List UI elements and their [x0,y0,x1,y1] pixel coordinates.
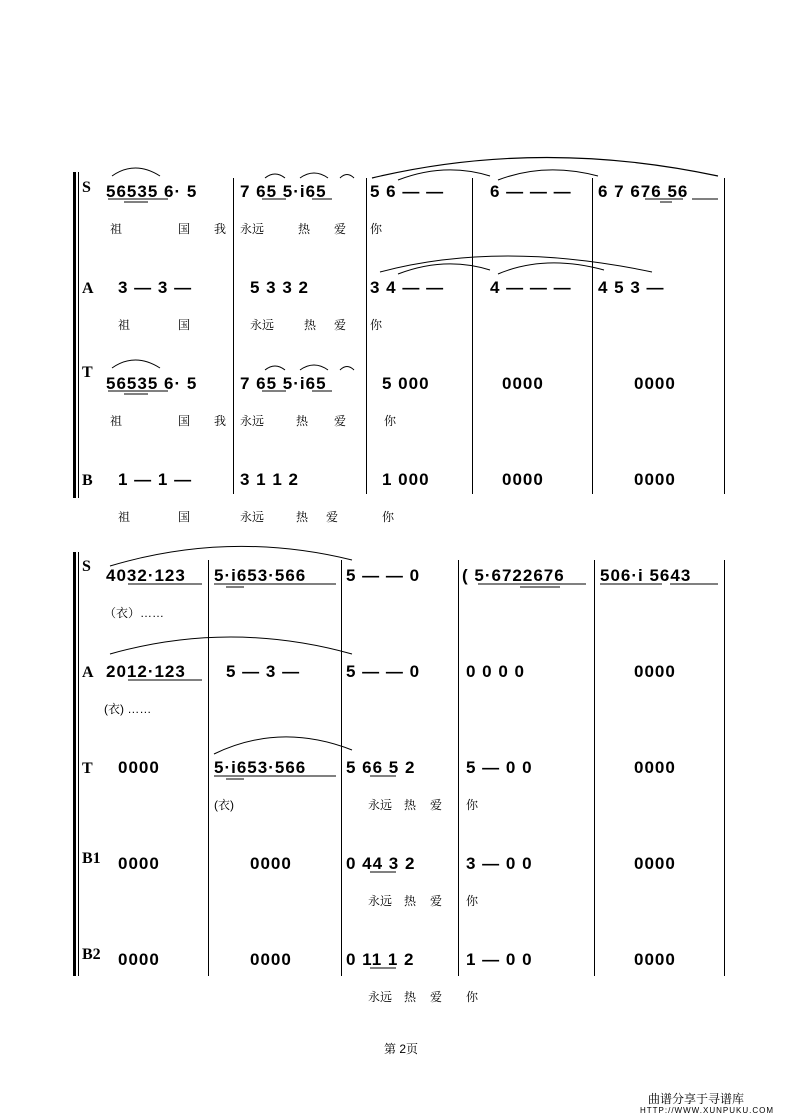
lyric: 热 [404,798,417,812]
measure: 3 4 — — [370,278,445,297]
measure: 56535 6· 5 [106,182,198,201]
measure: 3 — 3 — [118,278,193,297]
measure: 5 000 [382,374,430,393]
lyric: 热 [296,414,309,428]
measure: 0000 [250,854,292,873]
measure: 0 44 3 2 [346,854,416,873]
lyric: 永远 [368,894,393,908]
lyric: 热 [404,894,417,908]
lyric: 热 [298,222,311,236]
lyric: 你 [466,798,479,812]
measure: 5·i653·566 [214,566,307,585]
measure: 0000 [634,374,676,393]
page-number: 第 2页 [384,1042,419,1056]
measure: 0000 [118,758,160,777]
measure: 56535 6· 5 [106,374,198,393]
lyric: 祖 [118,318,131,332]
measure: 2012·123 [106,662,186,681]
measure: 4 — — — [490,278,572,297]
lyric: 你 [382,510,395,524]
part-label-t: T [82,364,93,381]
lyric: 你 [384,414,397,428]
measure: 7 65 5·i65 [240,182,327,201]
measure: 0000 [634,758,676,777]
lyric: 热 [304,318,317,332]
lyric: 我 [214,414,227,428]
part-label-b1: B1 [82,850,101,867]
part-label-b: B [82,472,93,489]
lyric: 爱 [430,990,443,1004]
lyric: 你 [370,222,383,236]
lyric: 祖 [110,222,123,236]
lyric: 爱 [334,222,347,236]
lyric: 永远 [240,414,265,428]
measure: 1 — 1 — [118,470,193,489]
part-label-a: A [82,280,94,297]
lyric: 永远 [240,510,265,524]
lyric: 永远 [368,990,393,1004]
lyric: 祖 [110,414,123,428]
measure: 5 66 5 2 [346,758,416,777]
measure: 5 — — 0 [346,566,421,585]
lyric: 国 [178,414,191,428]
lyric: 爱 [430,798,443,812]
measure: 506·i 5643 [600,566,692,585]
measure: 6 7 676 56 [598,182,689,201]
measure: 5 3 3 2 [250,278,309,297]
measure: 0000 [634,470,676,489]
measure: 3 — 0 0 [466,854,533,873]
measure: 0000 [634,950,676,969]
lyric: 国 [178,318,191,332]
measure: 1 — 0 0 [466,950,533,969]
lyric: 你 [466,894,479,908]
footer-site-url[interactable]: HTTP://WWW.XUNPUKU.COM [640,1106,774,1115]
measure: 0000 [250,950,292,969]
lyric: 我 [214,222,227,236]
lyric: 你 [370,318,383,332]
measure: 0000 [502,374,544,393]
measure: 6 — — — [490,182,572,201]
measure: 5 — 3 — [226,662,301,681]
measure: 3 1 1 2 [240,470,299,489]
lyric: 永远 [368,798,393,812]
part-label-s: S [82,179,91,196]
lyric: 国 [178,510,191,524]
lyric: 爱 [334,318,347,332]
measure: 0000 [634,854,676,873]
lyric: 热爱 [296,510,357,524]
measure: 4032·123 [106,566,186,585]
measure: 0000 [118,950,160,969]
measure: 0000 [502,470,544,489]
lyric: 祖 [118,510,131,524]
part-label-s: S [82,558,91,575]
part-label-t: T [82,760,93,777]
footer-site-name: 曲谱分享于寻谱库 [648,1092,745,1106]
lyric: 国 [178,222,191,236]
measure: 5·i653·566 [214,758,307,777]
measure: 5 — 0 0 [466,758,533,777]
measure: 7 65 5·i65 [240,374,327,393]
measure: 0 0 0 0 [466,662,525,681]
lyric: (衣) …… [104,702,152,716]
measure: 4 5 3 — [598,278,665,297]
measure: 0000 [634,662,676,681]
lyric: （衣）…… [104,606,165,620]
lyric: 永远 [240,222,265,236]
lyric: (衣) [214,798,234,812]
measure: 5 — — 0 [346,662,421,681]
measure: ( 5·6722676 [462,566,565,585]
lyric: 永远 [250,318,275,332]
measure: 5 6 — — [370,182,445,201]
measure: 0 11 1 2 [346,950,415,969]
lyric: 爱 [334,414,347,428]
part-label-b2: B2 [82,946,101,963]
part-label-a: A [82,664,94,681]
lyric: 你 [466,990,479,1004]
measure: 0000 [118,854,160,873]
measure: 1 000 [382,470,430,489]
lyric: 热 [404,990,417,1004]
lyric: 爱 [430,894,443,908]
